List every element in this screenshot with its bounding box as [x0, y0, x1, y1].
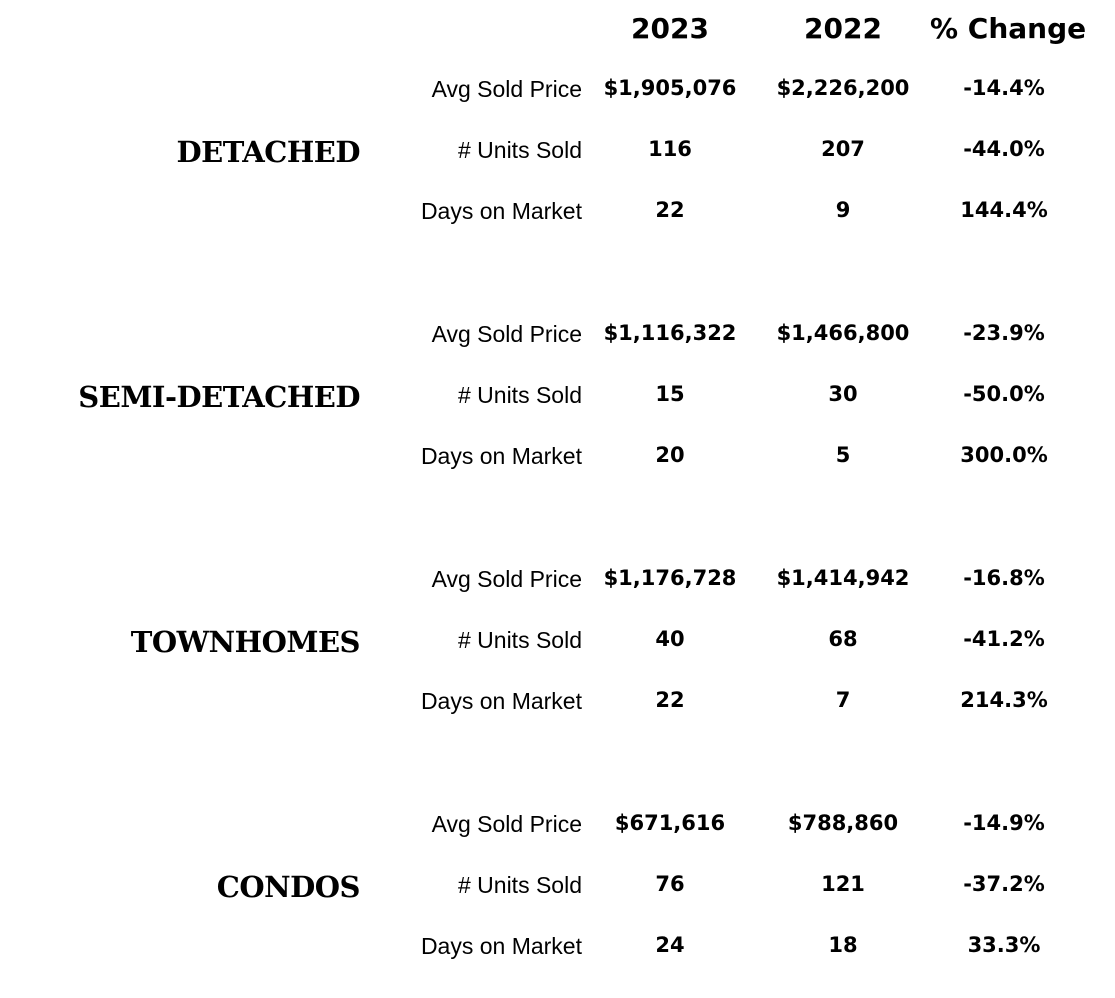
value-2022: 7: [835, 688, 851, 712]
value-2023: 116: [648, 137, 692, 161]
table-row: [0, 805, 1115, 845]
table-row: [0, 621, 1115, 661]
table-row: [0, 682, 1115, 722]
metric-label: Avg Sold Price: [431, 321, 582, 347]
table-row: [0, 131, 1115, 171]
value-percent-change: -50.0%: [963, 382, 1045, 406]
section-townhomes: [0, 560, 1115, 744]
value-2023: 15: [655, 382, 685, 406]
value-2022: 9: [835, 198, 851, 222]
table-row: [0, 70, 1115, 110]
metric-label: # Units Sold: [457, 382, 582, 408]
section-semi-detached: [0, 315, 1115, 499]
value-2022: 68: [828, 627, 858, 651]
value-2022: 207: [821, 137, 865, 161]
table-row: [0, 437, 1115, 477]
value-2022: $1,466,800: [776, 321, 910, 345]
section-title: SEMI-DETACHED: [78, 380, 360, 414]
value-percent-change: -14.9%: [963, 811, 1045, 835]
section-condos: [0, 805, 1115, 989]
value-percent-change: 214.3%: [960, 688, 1048, 712]
value-percent-change: 144.4%: [960, 198, 1048, 222]
value-2023: $671,616: [614, 811, 726, 835]
metric-label: Days on Market: [420, 443, 582, 469]
value-2023: 24: [655, 933, 685, 957]
metric-label: Days on Market: [420, 688, 582, 714]
metric-label: Days on Market: [420, 198, 582, 224]
value-percent-change: -44.0%: [963, 137, 1045, 161]
value-2022: 18: [828, 933, 858, 957]
section-title: DETACHED: [176, 135, 360, 169]
value-percent-change: 300.0%: [960, 443, 1048, 467]
metric-label: Days on Market: [420, 933, 582, 959]
table-row: [0, 866, 1115, 906]
value-percent-change: -23.9%: [963, 321, 1045, 345]
value-2023: 40: [655, 627, 685, 651]
value-percent-change: 33.3%: [967, 933, 1041, 957]
value-2022: 5: [835, 443, 851, 467]
value-2022: $788,860: [787, 811, 899, 835]
metric-label: # Units Sold: [457, 872, 582, 898]
metric-label: # Units Sold: [457, 137, 582, 163]
table-row: [0, 315, 1115, 355]
value-2023: $1,905,076: [603, 76, 737, 100]
section-title: CONDOS: [216, 870, 360, 904]
metric-label: # Units Sold: [457, 627, 582, 653]
table-row: [0, 192, 1115, 232]
value-2022: 30: [828, 382, 858, 406]
table-row: [0, 376, 1115, 416]
section-detached: [0, 70, 1115, 254]
value-2023: 22: [655, 688, 685, 712]
value-percent-change: -16.8%: [963, 566, 1045, 590]
value-percent-change: -37.2%: [963, 872, 1045, 896]
value-2023: $1,176,728: [603, 566, 737, 590]
column-header-2022: 2022: [804, 12, 882, 45]
section-title: TOWNHOMES: [130, 625, 360, 659]
metric-label: Avg Sold Price: [431, 811, 582, 837]
value-2023: 20: [655, 443, 685, 467]
value-2022: $1,414,942: [776, 566, 910, 590]
table-row: [0, 560, 1115, 600]
value-2023: 76: [655, 872, 685, 896]
value-2023: 22: [655, 198, 685, 222]
table-row: [0, 927, 1115, 967]
column-header-2023: 2023: [631, 12, 709, 45]
value-2022: $2,226,200: [776, 76, 910, 100]
value-2023: $1,116,322: [603, 321, 737, 345]
metric-label: Avg Sold Price: [431, 566, 582, 592]
metric-label: Avg Sold Price: [431, 76, 582, 102]
value-2022: 121: [821, 872, 865, 896]
value-percent-change: -14.4%: [963, 76, 1045, 100]
value-percent-change: -41.2%: [963, 627, 1045, 651]
column-header-percent-change: % Change: [930, 12, 1087, 45]
